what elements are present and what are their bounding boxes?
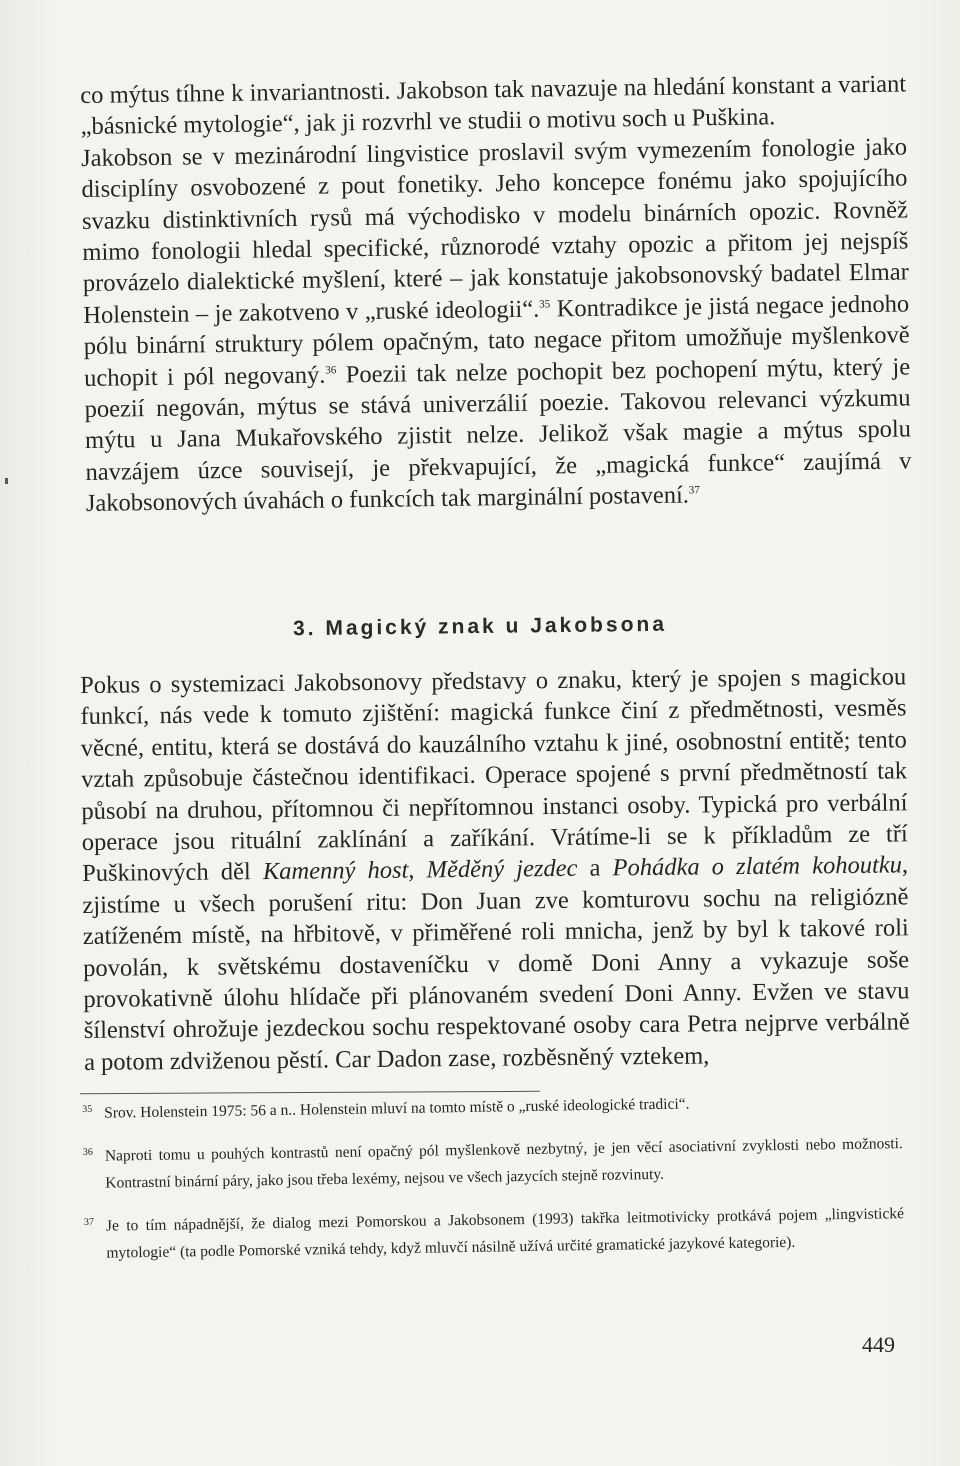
footnote-37 (84, 1200, 905, 1267)
paragraph-continuation: co mýtus tíhne k invariantnosti. Jakobson tak navazuje na hledání konstant a variant „básnické mytologie“, jak ji rozvrhl ve studii o motivu soch u Puškina. (80, 70, 907, 141)
footnote-text: Je to tím nápadnější, že dialog mezi Pomorskou a Jakobsonem (1993) takřka leitmotivicky protkává pojem „lingvistické mytologie“ (ta podle Pomorské vzniká tehdy, když mluvčí násilně užívá určité gramatické jazykové kategorie). (105, 1205, 905, 1262)
paragraph-text: Kontradikce je jistá negace jednoho pólu binární struktury pólem opačným, tato negace přitom umožňuje myšlenkově uchopit i pól negovaný. (83, 290, 910, 392)
paragraph-text: , (408, 856, 427, 885)
body-text-top (80, 68, 912, 519)
section-heading: 3. Magický znak u Jakobsona (292, 613, 668, 641)
scan-artifact (5, 478, 8, 484)
work-title: Kamenný host (262, 857, 409, 886)
paragraph-jakobson-phonology (81, 131, 912, 519)
paragraph-text: Poezii tak nelze pochopit bez pochopení mýtu, který je poezií negován, mýtus se stává univerzálií poezie. Takovou relevanci výzkumu mýtu u Jana Mukařovského zjistit nelze. Jelikož však magie a mýtus spolu navzájem úzce souvisejí, je překvapující, že „magická funkce“ zaujímá v Jakobsonových úvahách o funkcích tak marginální postavení. (84, 353, 912, 518)
footnote-mark: 35 (82, 1103, 93, 1115)
paragraph-text: Pokus o systemizaci Jakobsonovy představy o znaku, který je spojen s magickou funkcí, nás vede k tomuto zjištění: magická funkce činí z předmětnosti, vesměs věcné, entitu, která se dostává do kauzálního vztahu k jiné, osobnostní entitě; tento vztah způsobuje částečnou identifikaci. Operace spojené s první předmětností tak působí na druhou, přítomnou či nepřítomnou instanci osoby. Typická pro verbální operace jsou rituální zaklínání a zaříkání. Vrátíme-li se k příkladům ze tří Puškinových děl (80, 663, 908, 888)
footnote-ref-37[interactable]: 37 (688, 484, 700, 497)
footnote-mark: 36 (82, 1146, 93, 1158)
footnote-ref-35[interactable]: 35 (539, 298, 551, 311)
paragraph-text: a (577, 854, 613, 883)
paragraph-text: Jakobson se v mezinárodní lingvistice proslavil svým vymezením fonologie jako disciplíny osvobozené z pout fonetiky. Jeho koncepce fonému jako spojujícího svazku distinktivních rysů má východisko v modelu binárních opozic. Rovněž mimo fonologii hledal specifické, různorodé vztahy opozic a přitom jej nejspíš provázelo dialektické myšlení, které – jak konstatuje jakobsonovský badatel Elmar Holenstein – je zakotveno v „ruské ideologii“. (80, 133, 909, 329)
paragraph-text: , zjistíme u všech porušení ritu: Don Juan zve komturovu sochu na religiózně zatíženém místě, na hřbitově, v přiměřené roli mnicha, jenž by byl k takové roli povolán, k světskému dostaveníčku v domě Doni Anny a vykazuje soše provokativně úlohu hlídače při plánovaném svedení Doni Anny. Evžen ve stavu šílenství ohrožuje jezdeckou sochu respektované osoby cara Petra nejprve verbálně a potom zdviženou pěstí. Car Dadon zase, rozběsněný vztekem, (82, 851, 910, 1076)
work-title: Měděný jezdec (426, 855, 578, 884)
footnotes (82, 1087, 905, 1283)
paragraph-magic-sign (80, 661, 910, 1078)
footnote-ref-36[interactable]: 36 (325, 363, 337, 377)
body-text-section (80, 661, 910, 1078)
page-number: 449 (862, 1332, 895, 1357)
work-title: Pohádka o zlatém kohoutku (612, 851, 903, 882)
footnote-mark: 37 (83, 1216, 95, 1228)
footnote-text: Srov. Holenstein 1975: 56 a n.. Holenstein mluví na tomto místě o „ruské ideologické tradici“. (104, 1095, 690, 1122)
footnote-text: Naproti tomu u pouhých kontrastů není opačný pól myšlenkově nezbytný, je jen věcí asociativní zvyklosti nebo možnosti. Kontrastní binární páry, jako jsou třeba lexémy, nejsou ve všech jazycích stejně rozvinuty. (104, 1135, 903, 1192)
footnote-36 (83, 1130, 904, 1197)
